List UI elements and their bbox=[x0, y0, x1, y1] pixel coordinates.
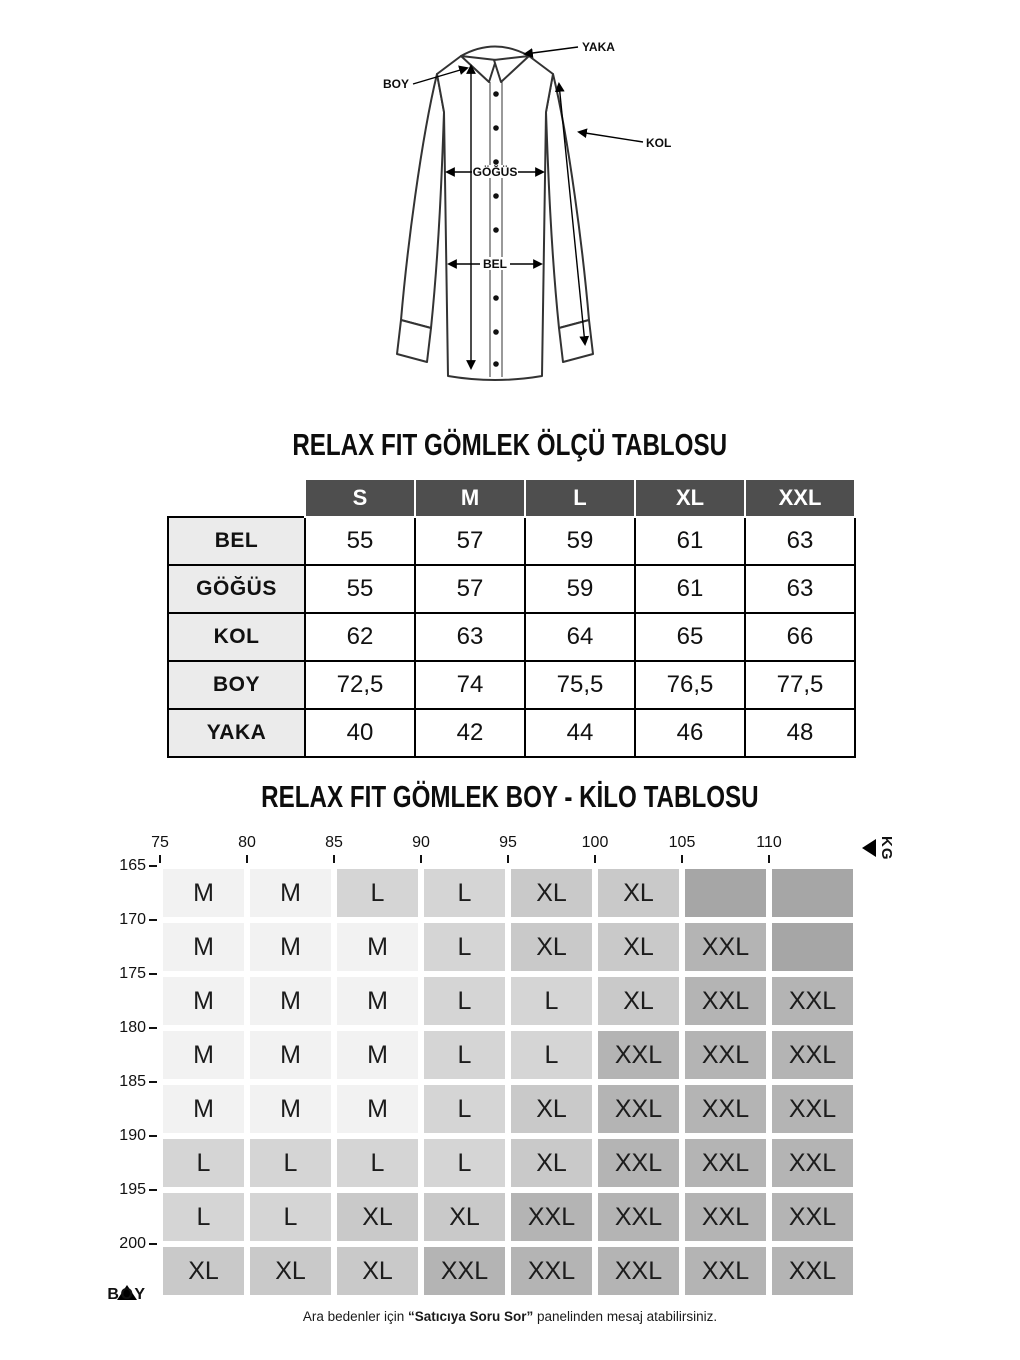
size-value-cell: 59 bbox=[525, 565, 635, 613]
matrix-slot bbox=[769, 1028, 856, 1082]
matrix-cell-m: M bbox=[250, 869, 331, 917]
matrix-slot bbox=[682, 974, 769, 1028]
boy-tick-label: 195 bbox=[119, 1181, 146, 1198]
footer-suffix: panelinden mesaj atabilirsiniz. bbox=[533, 1309, 718, 1324]
footer-note bbox=[0, 1309, 1020, 1324]
matrix-cell-xl: XL bbox=[337, 1193, 418, 1241]
diagram-label-kol: KOL bbox=[646, 136, 672, 150]
kg-axis-label bbox=[862, 836, 895, 861]
matrix-slot bbox=[682, 1082, 769, 1136]
matrix-cell-l: L bbox=[337, 1139, 418, 1187]
matrix-cell-xl: XL bbox=[511, 869, 592, 917]
matrix-cell-xxl: XXL bbox=[424, 1247, 505, 1295]
matrix-cell-l: L bbox=[250, 1193, 331, 1241]
matrix-slot bbox=[247, 974, 334, 1028]
matrix-cell-l: L bbox=[424, 923, 505, 971]
size-table-row bbox=[168, 709, 855, 757]
matrix-slot bbox=[334, 866, 421, 920]
size-value-cell: 63 bbox=[415, 613, 525, 661]
matrix-slot bbox=[334, 1190, 421, 1244]
matrix-slot bbox=[508, 1244, 595, 1298]
matrix-cell-xxl: XXL bbox=[685, 1031, 766, 1079]
kg-tick-mark bbox=[420, 855, 422, 863]
matrix-slot bbox=[508, 1082, 595, 1136]
kg-tick-mark bbox=[333, 855, 335, 863]
matrix-slot bbox=[508, 974, 595, 1028]
kg-tick-mark bbox=[768, 855, 770, 863]
kg-tick-mark bbox=[159, 855, 161, 863]
matrix-cell-l: L bbox=[163, 1193, 244, 1241]
size-value-cell: 74 bbox=[415, 661, 525, 709]
matrix-cell-l: L bbox=[163, 1139, 244, 1187]
matrix-cell-xxl: XXL bbox=[598, 1247, 679, 1295]
matrix-cell-m: M bbox=[163, 1031, 244, 1079]
matrix-cell-empty bbox=[772, 869, 853, 917]
matrix-cell-m: M bbox=[250, 1085, 331, 1133]
size-row-label: KOL bbox=[168, 613, 305, 661]
matrix-cell-m: M bbox=[163, 977, 244, 1025]
matrix-cell-m: M bbox=[337, 1085, 418, 1133]
matrix-grid bbox=[160, 866, 856, 1298]
matrix-cell-xxl: XXL bbox=[598, 1193, 679, 1241]
matrix-slot bbox=[682, 920, 769, 974]
size-value-cell: 61 bbox=[635, 565, 745, 613]
matrix-cell-m: M bbox=[337, 1031, 418, 1079]
size-column-header-l: L bbox=[525, 479, 635, 517]
matrix-cell-m: M bbox=[163, 923, 244, 971]
matrix-slot bbox=[160, 1190, 247, 1244]
boy-tick-label: 180 bbox=[119, 1019, 146, 1036]
matrix-slot bbox=[160, 866, 247, 920]
matrix-cell-xl: XL bbox=[424, 1193, 505, 1241]
matrix-cell-m: M bbox=[163, 869, 244, 917]
matrix-slot bbox=[334, 974, 421, 1028]
size-value-cell: 62 bbox=[305, 613, 415, 661]
matrix-slot bbox=[160, 1136, 247, 1190]
size-value-cell: 77,5 bbox=[745, 661, 855, 709]
size-value-cell: 46 bbox=[635, 709, 745, 757]
matrix-cell-xxl: XXL bbox=[598, 1031, 679, 1079]
footer-prefix: Ara bedenler için bbox=[302, 1309, 408, 1324]
kol-pointer-line bbox=[579, 132, 643, 142]
matrix-slot bbox=[595, 1082, 682, 1136]
height-weight-matrix bbox=[107, 834, 895, 1303]
matrix-slot bbox=[421, 974, 508, 1028]
matrix-cell-m: M bbox=[250, 977, 331, 1025]
matrix-slot bbox=[769, 1244, 856, 1298]
matrix-cell-empty bbox=[772, 923, 853, 971]
matrix-slot bbox=[769, 920, 856, 974]
size-value-cell: 44 bbox=[525, 709, 635, 757]
kg-tick-label: 90 bbox=[412, 834, 430, 851]
kg-tick-mark bbox=[246, 855, 248, 863]
matrix-slot bbox=[247, 1028, 334, 1082]
size-table-corner bbox=[168, 479, 305, 517]
matrix-cell-xxl: XXL bbox=[772, 1139, 853, 1187]
matrix-slot bbox=[421, 1244, 508, 1298]
kg-tick-label: 110 bbox=[756, 834, 782, 851]
boy-tick-mark bbox=[149, 1189, 157, 1191]
matrix-cell-xxl: XXL bbox=[511, 1193, 592, 1241]
size-value-cell: 55 bbox=[305, 565, 415, 613]
matrix-cell-xxl: XXL bbox=[598, 1085, 679, 1133]
matrix-cell-m: M bbox=[163, 1085, 244, 1133]
size-table-row bbox=[168, 661, 855, 709]
matrix-slot bbox=[769, 1136, 856, 1190]
matrix-slot bbox=[334, 1028, 421, 1082]
size-row-label: BOY bbox=[168, 661, 305, 709]
matrix-cell-xxl: XXL bbox=[772, 1085, 853, 1133]
boy-tick-label: 190 bbox=[119, 1127, 146, 1144]
matrix-slot bbox=[421, 1136, 508, 1190]
matrix-cell-l: L bbox=[511, 1031, 592, 1079]
matrix-cell-xxl: XXL bbox=[685, 1139, 766, 1187]
matrix-cell-xxl: XXL bbox=[685, 923, 766, 971]
matrix-slot bbox=[160, 1028, 247, 1082]
matrix-slot bbox=[682, 1190, 769, 1244]
matrix-slot bbox=[334, 1244, 421, 1298]
size-value-cell: 66 bbox=[745, 613, 855, 661]
matrix-slot bbox=[595, 974, 682, 1028]
kg-tick-label: 85 bbox=[325, 834, 343, 851]
kg-axis-text: KG bbox=[878, 836, 895, 861]
matrix-cell-l: L bbox=[424, 1139, 505, 1187]
size-table-title: RELAX FIT GÖMLEK ÖLÇÜ TABLOSU bbox=[292, 427, 728, 462]
size-value-cell: 63 bbox=[745, 517, 855, 565]
boy-tick-mark bbox=[149, 1027, 157, 1029]
matrix-cell-m: M bbox=[337, 977, 418, 1025]
size-value-cell: 57 bbox=[415, 517, 525, 565]
matrix-slot bbox=[595, 920, 682, 974]
kg-tick-label: 95 bbox=[499, 834, 517, 851]
diagram-label-boy: BOY bbox=[382, 77, 409, 91]
matrix-slot bbox=[595, 1244, 682, 1298]
matrix-slot bbox=[595, 1136, 682, 1190]
matrix-slot bbox=[247, 1190, 334, 1244]
size-value-cell: 40 bbox=[305, 709, 415, 757]
matrix-slot bbox=[247, 866, 334, 920]
kg-tick-label: 80 bbox=[238, 834, 256, 851]
matrix-slot bbox=[334, 1136, 421, 1190]
boy-tick-mark bbox=[149, 865, 157, 867]
kg-tick-label: 75 bbox=[151, 834, 169, 851]
height-weight-title: RELAX FIT GÖMLEK BOY - KİLO TABLOSU bbox=[261, 779, 759, 814]
matrix-slot bbox=[595, 866, 682, 920]
matrix-slot bbox=[769, 1082, 856, 1136]
matrix-cell-xxl: XXL bbox=[772, 1193, 853, 1241]
boy-axis-label bbox=[103, 1268, 151, 1304]
boy-tick-label: 200 bbox=[119, 1235, 146, 1252]
size-value-cell: 72,5 bbox=[305, 661, 415, 709]
boy-axis-text: BOY bbox=[107, 1286, 147, 1303]
matrix-slot bbox=[160, 920, 247, 974]
matrix-slot bbox=[421, 920, 508, 974]
matrix-cell-xxl: XXL bbox=[685, 1247, 766, 1295]
matrix-slot bbox=[334, 1082, 421, 1136]
matrix-slot bbox=[247, 1082, 334, 1136]
matrix-slot bbox=[247, 1136, 334, 1190]
matrix-slot bbox=[769, 1190, 856, 1244]
matrix-slot bbox=[247, 1244, 334, 1298]
matrix-cell-xxl: XXL bbox=[772, 977, 853, 1025]
matrix-cell-empty bbox=[685, 869, 766, 917]
yaka-pointer-line bbox=[525, 47, 578, 54]
matrix-cell-xl: XL bbox=[511, 1139, 592, 1187]
matrix-cell-xl: XL bbox=[598, 869, 679, 917]
kg-arrow-icon bbox=[862, 839, 876, 857]
diagram-label-bel: BEL bbox=[483, 257, 507, 271]
matrix-slot bbox=[595, 1190, 682, 1244]
matrix-slot bbox=[595, 1028, 682, 1082]
matrix-slot bbox=[769, 866, 856, 920]
diagram-label-gogus: GÖĞÜS bbox=[472, 165, 518, 179]
size-table-row bbox=[168, 613, 855, 661]
matrix-slot bbox=[421, 1190, 508, 1244]
matrix-slot bbox=[508, 1028, 595, 1082]
size-table-header-row bbox=[168, 479, 855, 517]
size-table bbox=[167, 478, 856, 758]
matrix-cell-xxl: XXL bbox=[772, 1031, 853, 1079]
matrix-slot bbox=[508, 920, 595, 974]
boy-tick-mark bbox=[149, 1081, 157, 1083]
shirt-diagram bbox=[345, 20, 685, 420]
size-value-cell: 61 bbox=[635, 517, 745, 565]
matrix-cell-xl: XL bbox=[598, 977, 679, 1025]
size-row-label: GÖĞÜS bbox=[168, 565, 305, 613]
matrix-slot bbox=[682, 1028, 769, 1082]
size-value-cell: 65 bbox=[635, 613, 745, 661]
matrix-cell-xl: XL bbox=[511, 1085, 592, 1133]
size-value-cell: 63 bbox=[745, 565, 855, 613]
kg-tick-label: 105 bbox=[668, 834, 696, 851]
kg-tick-mark bbox=[594, 855, 596, 863]
size-value-cell: 59 bbox=[525, 517, 635, 565]
size-row-label: YAKA bbox=[168, 709, 305, 757]
size-value-cell: 57 bbox=[415, 565, 525, 613]
size-value-cell: 64 bbox=[525, 613, 635, 661]
matrix-cell-xxl: XXL bbox=[511, 1247, 592, 1295]
boy-tick-label: 165 bbox=[119, 857, 146, 874]
matrix-slot bbox=[334, 920, 421, 974]
matrix-cell-m: M bbox=[337, 923, 418, 971]
matrix-slot bbox=[682, 1244, 769, 1298]
size-table-row bbox=[168, 517, 855, 565]
matrix-slot bbox=[160, 1244, 247, 1298]
kg-tick-mark bbox=[507, 855, 509, 863]
size-value-cell: 75,5 bbox=[525, 661, 635, 709]
matrix-cell-xxl: XXL bbox=[772, 1247, 853, 1295]
kg-tick-label: 100 bbox=[581, 834, 609, 851]
size-table-row bbox=[168, 565, 855, 613]
boy-tick-label: 175 bbox=[119, 965, 146, 982]
size-column-header-s: S bbox=[305, 479, 415, 517]
matrix-slot bbox=[160, 1082, 247, 1136]
matrix-cell-xxl: XXL bbox=[685, 1085, 766, 1133]
matrix-slot bbox=[508, 1136, 595, 1190]
size-value-cell: 48 bbox=[745, 709, 855, 757]
size-column-header-m: M bbox=[415, 479, 525, 517]
matrix-cell-l: L bbox=[424, 1031, 505, 1079]
size-value-cell: 55 bbox=[305, 517, 415, 565]
matrix-cell-l: L bbox=[337, 869, 418, 917]
matrix-cell-xxl: XXL bbox=[685, 977, 766, 1025]
matrix-slot bbox=[508, 1190, 595, 1244]
matrix-cell-xl: XL bbox=[598, 923, 679, 971]
matrix-cell-l: L bbox=[424, 977, 505, 1025]
matrix-cell-l: L bbox=[424, 869, 505, 917]
matrix-slot bbox=[508, 866, 595, 920]
matrix-slot bbox=[421, 1082, 508, 1136]
matrix-cell-l: L bbox=[424, 1085, 505, 1133]
matrix-slot bbox=[160, 974, 247, 1028]
matrix-cell-m: M bbox=[250, 1031, 331, 1079]
matrix-cell-xxl: XXL bbox=[598, 1139, 679, 1187]
matrix-cell-xl: XL bbox=[337, 1247, 418, 1295]
matrix-slot bbox=[769, 974, 856, 1028]
size-column-header-xl: XL bbox=[635, 479, 745, 517]
boy-tick-mark bbox=[149, 919, 157, 921]
matrix-cell-m: M bbox=[250, 923, 331, 971]
matrix-cell-l: L bbox=[250, 1139, 331, 1187]
boy-tick-mark bbox=[149, 1135, 157, 1137]
size-column-header-xxl: XXL bbox=[745, 479, 855, 517]
size-value-cell: 76,5 bbox=[635, 661, 745, 709]
kg-tick-mark bbox=[681, 855, 683, 863]
matrix-slot bbox=[247, 920, 334, 974]
boy-tick-mark bbox=[149, 973, 157, 975]
boy-tick-label: 170 bbox=[119, 911, 146, 928]
matrix-cell-xl: XL bbox=[163, 1247, 244, 1295]
size-value-cell: 42 bbox=[415, 709, 525, 757]
matrix-slot bbox=[421, 1028, 508, 1082]
matrix-cell-xl: XL bbox=[250, 1247, 331, 1295]
matrix-slot bbox=[682, 866, 769, 920]
boy-tick-label: 185 bbox=[119, 1073, 146, 1090]
size-row-label: BEL bbox=[168, 517, 305, 565]
matrix-cell-l: L bbox=[511, 977, 592, 1025]
footer-bold: “Satıcıya Soru Sor” bbox=[407, 1309, 534, 1324]
diagram-label-yaka: YAKA bbox=[582, 40, 615, 54]
boy-tick-mark bbox=[149, 1243, 157, 1245]
matrix-cell-xl: XL bbox=[511, 923, 592, 971]
matrix-cell-xxl: XXL bbox=[685, 1193, 766, 1241]
matrix-slot bbox=[682, 1136, 769, 1190]
matrix-slot bbox=[421, 866, 508, 920]
